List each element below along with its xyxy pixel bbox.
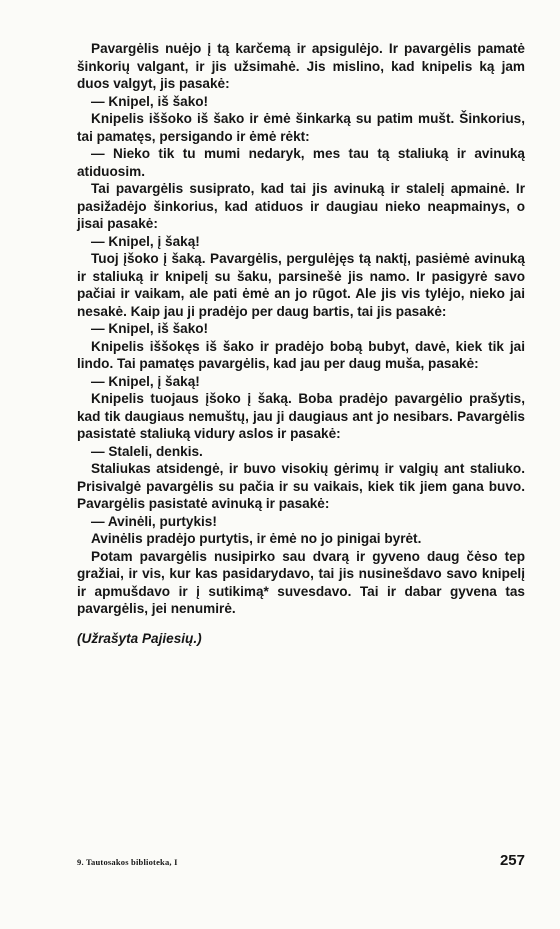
paragraph: Potam pavargėlis nusipirko sau dvarą ir gyveno daug čėso tep gražiai, ir vis, kur kas pasidarydavo, tai jis nusinešdavo savo knipelį ir apmušdavo ir į sutikimą* suvesdavo. Tai ir dabar gyvena tas pavargėlis, jei nenumirė. [77, 548, 525, 616]
paragraph: — Knipel, iš šako! [91, 93, 209, 109]
recorded-by-note: (Užrašyta Pajiesių.) [77, 630, 202, 646]
paragraph: — Knipel, į šaką! [91, 373, 200, 389]
paragraph: Avinėlis pradėjo purtytis, ir ėmė no jo pinigai byrėt. [91, 531, 422, 546]
paragraph: Tai pavargėlis susiprato, kad tai jis avinuką ir stalelį apmainė. Ir pasižadėjo šinkorius, kad atiduos ir daugiau nieko neapmainys, o jisai pasakė: [77, 181, 525, 231]
paragraph: — Knipel, iš šako! [91, 321, 209, 336]
paragraph: Pavargėlis nuėjo į tą karčemą ir apsigulėjo. Ir pavargėlis pamatė šinkorių valgant, ir jis užsimahė. Jis mislino, kad knipelis ką jam duos valgyt, jis pasakė: [77, 41, 525, 91]
paragraph: Knipelis iššoko iš šako ir ėmė šinkarką su patim mušt. Šinkorius, tai pamatęs, persigando ir ėmė rėkt: [77, 111, 525, 144]
paragraph: — Nieko tik tu mumi nedaryk, mes tau tą staliuką ir avinuką atiduosim. [77, 146, 525, 179]
paragraph: Tuoj įšoko į šaką. Pavargėlis, pergulėjęs tą naktį, pasiėmė avinuką ir staliuką ir knipelį su šaku, parsinešė jis namo. Ir pasigyrė savo pačiai ir vaikam, ale pati ėmė an jo rūgot. Ale jis vis tylėjo, nieko jai nesakė. Kaip jau ji pradėjo per daug bartis, tai jis pasakė: [77, 251, 525, 319]
page-footer [77, 852, 525, 869]
paragraph: Knipelis iššokęs iš šako ir pradėjo bobą bubyt, davė, kiek tik jai lindo. Tai pamatęs pavargėlis, kad jau per daug muša, pasakė: [77, 338, 525, 371]
paragraph: — Knipel, į šaką! [91, 233, 200, 249]
paragraph: Staliukas atsidengė, ir buvo visokių gėrimų ir valgių ant staliuko. Prisivalgė pavargėlis su pačia ir su vaikais, kiek tik jiem gana buvo. Pavargėlis pasistatė avinuką ir pasakė: [77, 461, 525, 511]
footer-source-note: 9. Tautosakos biblioteka, I [77, 857, 178, 867]
page-number: 257 [499, 852, 525, 869]
paragraph: Knipelis tuojaus įšoko į šaką. Boba pradėjo pavargėlio prašytis, kad tik daugiaus nemuštų, jau ji daugiaus ant jo nesibars. Pavargėlis pasistatė staliuką vidury aslos ir pasakė: [77, 391, 525, 441]
paragraph: — Staleli, denkis. [91, 443, 203, 459]
story-text [77, 40, 525, 647]
paragraph: — Avinėli, purtykis! [91, 513, 217, 529]
